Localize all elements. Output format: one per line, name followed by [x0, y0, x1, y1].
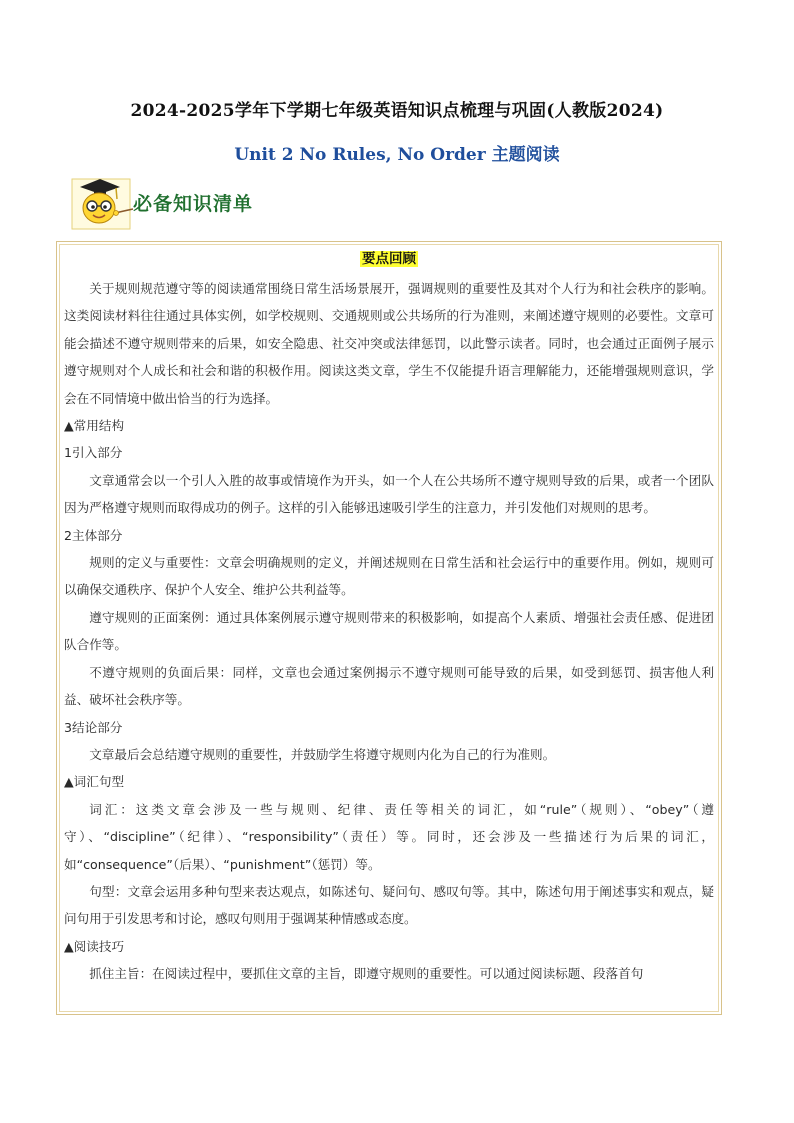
part2-label: 2主体部分: [64, 527, 123, 543]
section-heading-skills: ▲阅读技巧: [64, 938, 125, 954]
part1-label: 1引入部分: [64, 445, 123, 461]
section-heading-structure: ▲常用结构: [64, 418, 125, 434]
vocab-paragraph: 词汇：这类文章会涉及一些与规则、纪律、责任等相关的词汇，如“rule”（规则）、“obey”（遵守）、“discipline”（纪律）、“responsibility”（责任）等。同时，还会涉及一些描述行为后果的词汇，如“consequence”（后果）、“punishment”（惩罚）等。: [64, 801, 714, 872]
part3-paragraph: 文章最后会总结遵守规则的重要性，并鼓励学生将遵守规则内化为自己的行为准则。: [89, 746, 556, 762]
skills-paragraph: 抓住主旨：在阅读过程中，要抓住文章的主旨，即遵守规则的重要性。可以通过阅读标题、段落首句: [89, 966, 644, 982]
part3-label: 3结论部分: [64, 719, 123, 735]
review-box: [56, 241, 722, 1015]
document-title: 2024-2025学年下学期七年级英语知识点梳理与巩固(人教版2024): [130, 101, 664, 121]
section-heading-vocab: ▲词汇句型: [64, 774, 125, 790]
sentence-paragraph: 句型：文章会运用多种句型来表达观点，如陈述句、疑问句、感叹句等。其中，陈述句用于阐述事实和观点，疑问句用于引发思考和讨论，感叹句则用于强调某种情感或态度。: [64, 883, 714, 927]
banner-label: 必备知识清单: [133, 193, 254, 215]
section-banner: [70, 175, 330, 231]
part2-paragraph-definition: 规则的定义与重要性：文章会明确规则的定义，并阐述规则在日常生活和社会运行中的重要作用。例如，规则可以确保交通秩序、保护个人安全、维护公共利益等。: [64, 555, 714, 598]
box-header-label: 要点回顾: [362, 251, 416, 267]
intro-paragraph: 关于规则规范遵守等的阅读通常围绕日常生活场景展开，强调规则的重要性及其对个人行为和社会秩序的影响。这类阅读材料往往通过具体实例，如学校规则、交通规则或公共场所的行为准则，来阐述遵守规则的必要性。文章可能会描述不遵守规则带来的后果，如安全隐患、社交冲突或法律惩罚，以此警示读者。同时，也会通过正面例子展示遵守规则对个人成长和社会和谐的积极作用。阅读这类文章，学生不仅能提升语言理解能力，还能增强规则意识，学会在不同情境中做出恰当的行为选择。: [64, 281, 714, 406]
part2-paragraph-negative: 不遵守规则的负面后果：同样，文章也会通过案例揭示不遵守规则可能导致的后果，如受到惩罚、损害他人利益、破坏社会秩序等。: [64, 664, 714, 708]
part2-paragraph-positive: 遵守规则的正面案例：通过具体案例展示遵守规则带来的积极影响，如提高个人素质、增强社会责任感、促进团队合作等。: [64, 609, 714, 653]
box-content: [57, 269, 721, 988]
unit-subtitle: Unit 2 No Rules, No Order 主题阅读: [234, 145, 560, 165]
part1-paragraph: 文章通常会以一个引人入胜的故事或情境作为开头，如一个人在公共场所不遵守规则导致的后果，或者一个团队因为严格遵守规则而取得成功的例子。这样的引入能够迅速吸引学生的注意力，并引发他们对规则的思考。: [64, 472, 714, 516]
box-header: [57, 247, 721, 269]
graduate-mascot-icon: [70, 175, 134, 231]
